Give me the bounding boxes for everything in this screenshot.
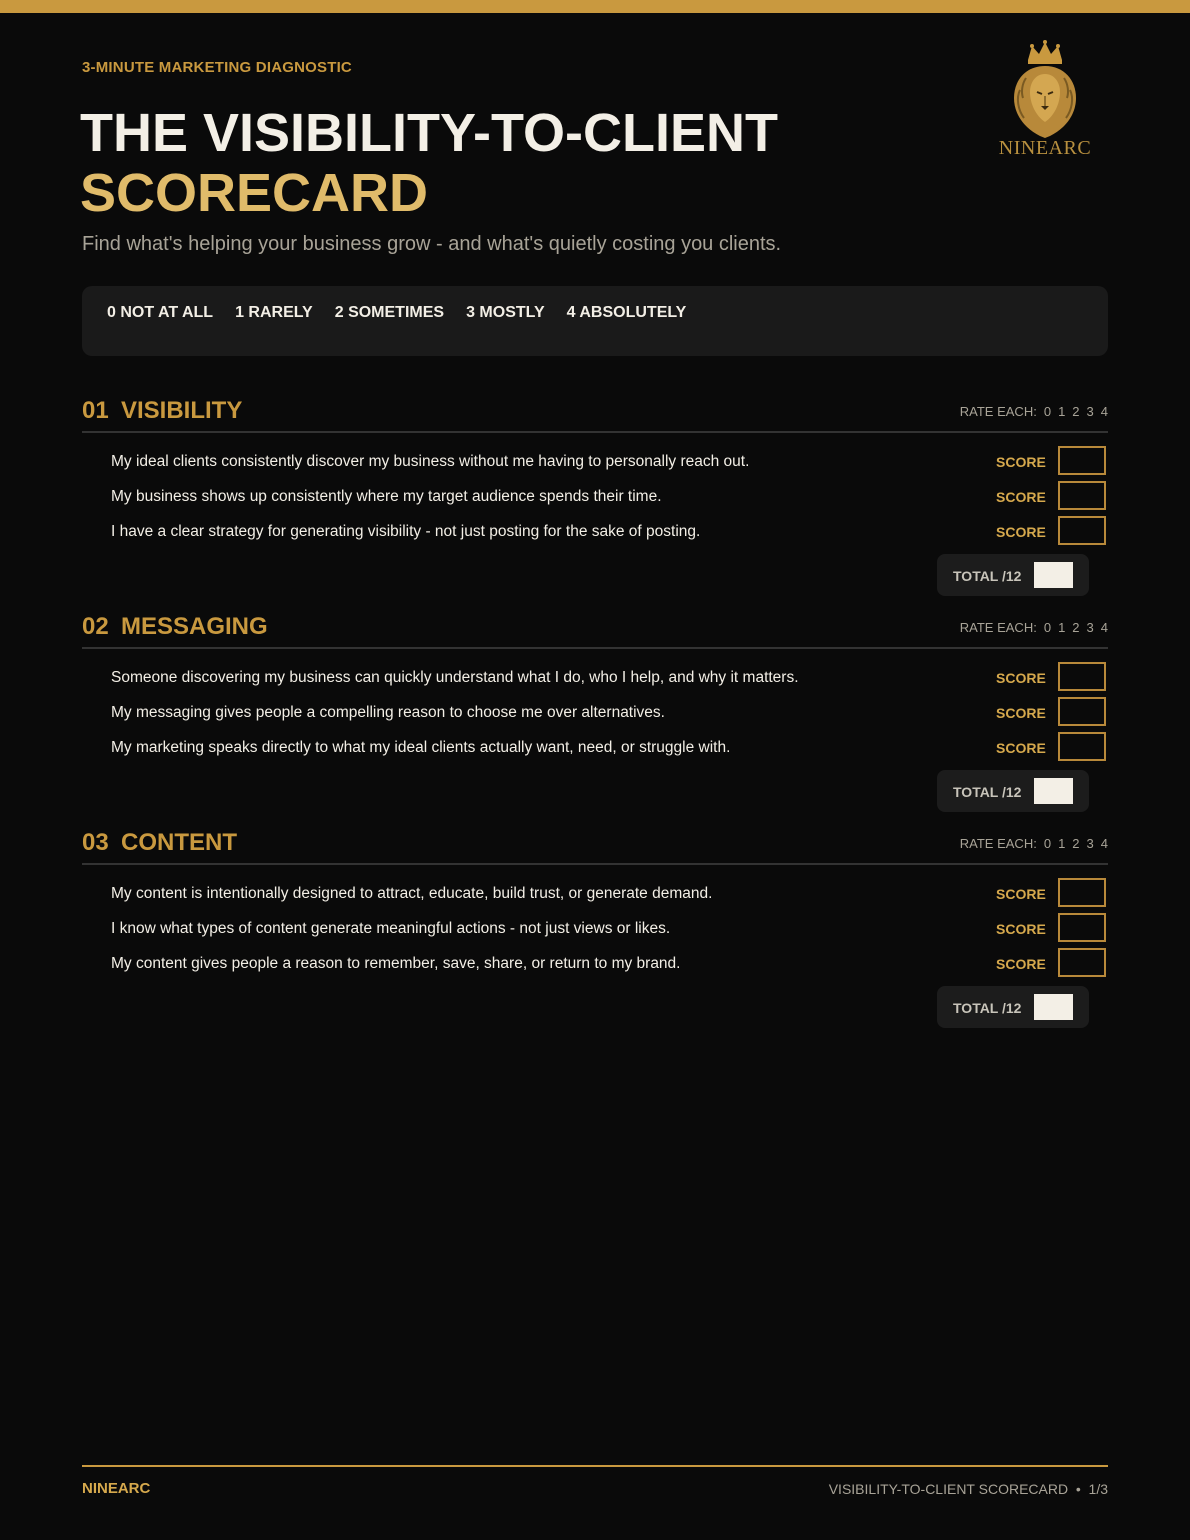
- rate-value: 0: [1043, 404, 1052, 419]
- score-label: SCORE: [996, 740, 1046, 756]
- rate-scale: [960, 404, 1108, 419]
- section-total: [937, 770, 1089, 812]
- total-input-box[interactable]: [1034, 778, 1073, 804]
- score-label: SCORE: [996, 670, 1046, 686]
- section-title: CONTENT: [121, 829, 237, 856]
- rate-label: RATE EACH:: [959, 836, 1037, 851]
- section-divider: [82, 647, 1108, 649]
- legend-item: 3 MOSTLY: [466, 304, 545, 321]
- legend-item: 1 RARELY: [235, 304, 313, 321]
- footer-page-info: VISIBILITY-TO-CLIENT SCORECARD • 1/3: [828, 1481, 1108, 1497]
- page-title-line2: SCORECARD: [80, 163, 429, 223]
- question-text: My ideal clients consistently discover my business without me having to personally reach out.: [111, 453, 750, 470]
- rate-value: 2: [1072, 404, 1080, 419]
- total-label: TOTAL /12: [953, 1000, 1022, 1016]
- page-subtitle: Find what's helping your business grow - and what's quietly costing you clients.: [82, 233, 782, 255]
- rate-label: RATE EACH:: [959, 620, 1037, 635]
- score-input-box[interactable]: [1058, 697, 1106, 726]
- section-total: [937, 554, 1089, 596]
- question-text: Someone discovering my business can quickly understand what I do, who I help, and why it matters.: [111, 669, 799, 686]
- rate-scale: [960, 836, 1108, 851]
- footer-divider: [82, 1465, 1108, 1467]
- score-label: SCORE: [996, 524, 1046, 540]
- footer-brand: NINEARC: [82, 1480, 151, 1497]
- question-text: My content is intentionally designed to attract, educate, build trust, or generate demand.: [111, 885, 713, 902]
- rate-value: 0: [1043, 836, 1052, 851]
- rate-value: 3: [1086, 620, 1094, 635]
- score-input-box[interactable]: [1058, 662, 1106, 691]
- lion-crown-icon: [990, 40, 1100, 140]
- legend-item: 4 ABSOLUTELY: [566, 304, 687, 321]
- score-label: SCORE: [996, 956, 1046, 972]
- section-number: 01: [82, 397, 109, 424]
- legend-item: 2 SOMETIMES: [334, 304, 445, 321]
- rate-value: 4: [1100, 620, 1108, 635]
- score-input-box[interactable]: [1058, 948, 1106, 977]
- section-divider: [82, 431, 1108, 433]
- score-input-box[interactable]: [1058, 481, 1106, 510]
- rate-value: 1: [1058, 620, 1066, 635]
- score-label: SCORE: [996, 921, 1046, 937]
- rate-value: 4: [1100, 836, 1108, 851]
- score-input-box[interactable]: [1058, 732, 1106, 761]
- total-input-box[interactable]: [1034, 562, 1073, 588]
- section-number: 02: [82, 613, 109, 640]
- score-label: SCORE: [996, 705, 1046, 721]
- section-title: MESSAGING: [121, 613, 268, 640]
- rate-value: 4: [1100, 404, 1108, 419]
- section-total: [937, 986, 1089, 1028]
- score-input-box[interactable]: [1058, 913, 1106, 942]
- question-text: I know what types of content generate meaningful actions - not just views or likes.: [111, 920, 671, 937]
- page-title-line1: THE VISIBILITY-TO-CLIENT: [80, 103, 779, 163]
- score-input-box[interactable]: [1058, 446, 1106, 475]
- total-label: TOTAL /12: [953, 568, 1022, 584]
- rate-scale: [960, 620, 1108, 635]
- question-text: My messaging gives people a compelling reason to choose me over alternatives.: [111, 704, 665, 721]
- brand-logo: [990, 40, 1100, 162]
- section-number: 03: [82, 829, 109, 856]
- section-divider: [82, 863, 1108, 865]
- legend-item: 0 NOT AT ALL: [107, 304, 214, 321]
- question-text: I have a clear strategy for generating visibility - not just posting for the sake of posting.: [111, 523, 701, 540]
- total-input-box[interactable]: [1034, 994, 1073, 1020]
- rating-legend: [82, 286, 1108, 356]
- total-label: TOTAL /12: [953, 784, 1022, 800]
- score-input-box[interactable]: [1058, 516, 1106, 545]
- rate-value: 1: [1058, 404, 1066, 419]
- question-text: My business shows up consistently where my target audience spends their time.: [111, 488, 662, 505]
- score-label: SCORE: [996, 489, 1046, 505]
- section-title: VISIBILITY: [121, 397, 243, 424]
- rate-label: RATE EACH:: [959, 404, 1037, 419]
- logo-wordmark: NINEARC: [998, 137, 1092, 159]
- rate-value: 2: [1072, 620, 1080, 635]
- question-text: My marketing speaks directly to what my ideal clients actually want, need, or struggle with.: [111, 739, 731, 756]
- rate-value: 3: [1086, 404, 1094, 419]
- score-input-box[interactable]: [1058, 878, 1106, 907]
- question-text: My content gives people a reason to remember, save, share, or return to my brand.: [111, 955, 681, 972]
- eyebrow: 3-MINUTE MARKETING DIAGNOSTIC: [82, 59, 352, 76]
- score-label: SCORE: [996, 886, 1046, 902]
- top-accent-bar: [0, 0, 1190, 13]
- rate-value: 2: [1072, 836, 1080, 851]
- rate-value: 0: [1043, 620, 1052, 635]
- rate-value: 3: [1086, 836, 1094, 851]
- score-label: SCORE: [996, 454, 1046, 470]
- rate-value: 1: [1058, 836, 1066, 851]
